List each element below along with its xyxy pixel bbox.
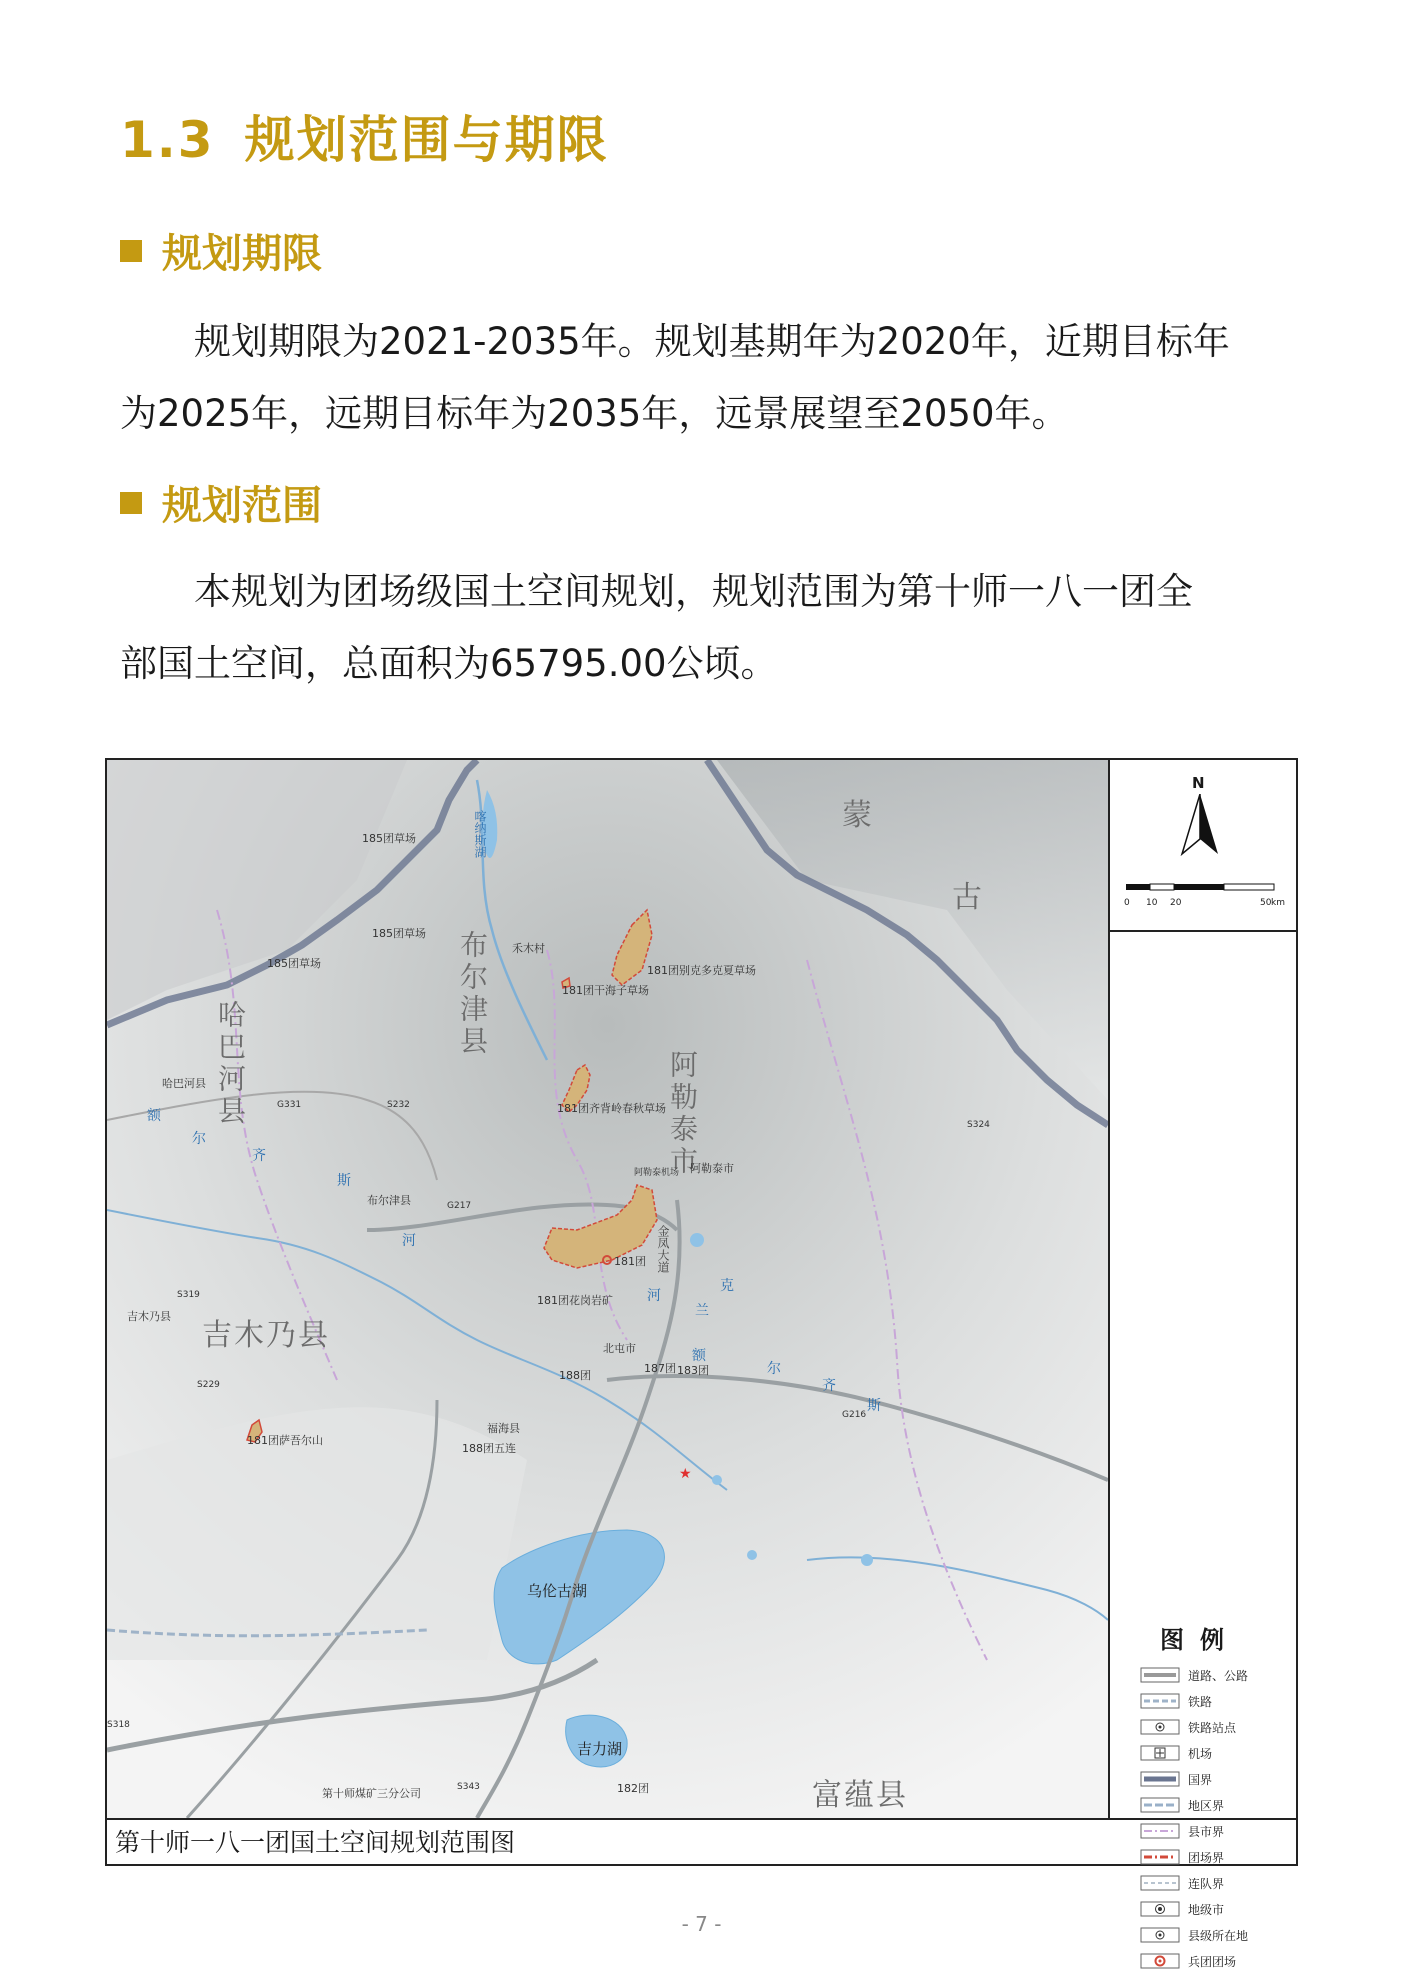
label-s229: S229 xyxy=(197,1380,220,1390)
scope-heading-text: 规划范围 xyxy=(162,483,322,529)
legend-row xyxy=(1140,1662,1248,1688)
heading-bullet-icon xyxy=(120,240,142,262)
legend-label: 县市界 xyxy=(1188,1824,1225,1839)
legend-row xyxy=(1140,1766,1248,1792)
small-lake xyxy=(861,1554,873,1566)
scope-paragraph xyxy=(120,556,1290,700)
label-s343: S343 xyxy=(457,1782,480,1792)
legend-panel xyxy=(1108,930,1296,1969)
planning-map-figure xyxy=(105,758,1298,1969)
label-fuhai-county: 福海县 xyxy=(487,1422,520,1435)
label-t185-b: 185团草场 xyxy=(372,927,426,940)
label-river-h: 河 xyxy=(402,1233,416,1249)
label-g217: G217 xyxy=(447,1201,472,1211)
label-grassland-3: 181团齐背岭春秋草场 xyxy=(557,1102,666,1115)
label-altay-airport: 阿勒泰机场 xyxy=(634,1168,680,1178)
road-symbol-icon xyxy=(1140,1667,1180,1683)
scale-label-50: 50 xyxy=(1260,898,1272,908)
label-t188-5: 188团五连 xyxy=(462,1442,516,1455)
scale-label-km: km xyxy=(1271,898,1285,908)
label-river-s: 斯 xyxy=(337,1173,351,1189)
legend-label: 连队界 xyxy=(1188,1876,1225,1891)
period-line-1: 规划期限为2021-2035年。规划基期年为2020年，近期目标年 xyxy=(194,320,1230,363)
label-t188: 188团 xyxy=(559,1369,591,1382)
legend-row xyxy=(1140,1688,1248,1714)
scale-label-20: 20 xyxy=(1170,898,1182,908)
section-title xyxy=(120,100,609,172)
legend-label: 铁路站点 xyxy=(1188,1720,1237,1735)
label-grassland-2: 181团干海子草场 xyxy=(562,984,649,997)
north-arrow-box xyxy=(1108,760,1296,932)
legend-label: 地区界 xyxy=(1188,1798,1225,1813)
label-jeminay-county: 吉木乃县 xyxy=(202,1318,330,1353)
label-t185-c: 185团草场 xyxy=(267,957,321,970)
label-g216: G216 xyxy=(842,1410,867,1420)
label-fuyun-county: 富蕴县 xyxy=(812,1778,908,1813)
legend-label: 兵团团场 xyxy=(1188,1954,1237,1969)
label-s324: S324 xyxy=(967,1120,990,1130)
legend-label: 国界 xyxy=(1188,1772,1213,1787)
legend-label: 铁路 xyxy=(1188,1694,1213,1709)
label-river-he2: 河 xyxy=(647,1288,661,1304)
scope-line-2: 部国土空间，总面积为65795.00公顷。 xyxy=(120,642,778,685)
section-number: 1.3 xyxy=(120,111,215,169)
map-canvas xyxy=(107,760,1110,1818)
region-border-icon xyxy=(1140,1797,1180,1813)
small-lake xyxy=(712,1475,722,1485)
legend-row xyxy=(1140,1714,1248,1740)
beitun-star-icon: ★ xyxy=(679,1466,692,1482)
label-s232: S232 xyxy=(387,1100,410,1110)
label-altay-city: 阿勒泰市 xyxy=(666,1050,699,1178)
label-habahe-seat: 哈巴河县 xyxy=(162,1077,206,1090)
label-beitun-city: 北屯市 xyxy=(603,1342,636,1355)
legend-label: 团场界 xyxy=(1188,1850,1225,1865)
railway-symbol-icon xyxy=(1140,1693,1180,1709)
label-river-er2: 尔 xyxy=(767,1361,781,1377)
label-habahe-county: 哈巴河县 xyxy=(214,1000,247,1128)
scale-label-10: 10 xyxy=(1146,898,1158,908)
label-sawur: 181团萨吾尔山 xyxy=(247,1434,323,1447)
legend-label: 县级所在地 xyxy=(1188,1928,1249,1943)
label-s319: S319 xyxy=(177,1290,200,1300)
page-number: - 7 - xyxy=(681,1912,722,1936)
label-t185-a: 185团草场 xyxy=(362,832,416,845)
regiment-marker-icon xyxy=(1140,1953,1180,1969)
legend-row xyxy=(1140,1792,1248,1818)
label-t187: 187团 xyxy=(644,1362,676,1375)
label-kanas-lake: 喀纳斯湖 xyxy=(473,810,487,858)
label-mongolia-1: 蒙 xyxy=(842,798,874,833)
label-jeminay-seat: 吉木乃县 xyxy=(127,1310,171,1323)
period-heading-text: 规划期限 xyxy=(162,231,322,277)
scope-heading xyxy=(120,474,322,531)
label-river-r: 尔 xyxy=(192,1131,206,1147)
label-altay-seat: 阿勒泰市 xyxy=(690,1162,734,1175)
legend-row xyxy=(1140,1740,1248,1766)
label-coal-company: 第十师煤矿三分公司 xyxy=(322,1787,421,1800)
company-border-icon xyxy=(1140,1875,1180,1891)
legend-row xyxy=(1140,1948,1248,1974)
small-lake xyxy=(690,1233,704,1247)
scale-label-0: 0 xyxy=(1124,898,1130,908)
north-letter: N xyxy=(1192,774,1205,792)
legend-title: 图例 xyxy=(1160,1626,1240,1654)
heading-bullet-icon xyxy=(120,492,142,514)
scope-line-1: 本规划为团场级国土空间规划，规划范围为第十师一八一团全 xyxy=(194,570,1193,613)
national-border-icon xyxy=(1140,1771,1180,1787)
period-line-2: 为2025年，远期目标年为2035年，远景展望至2050年。 xyxy=(120,392,1069,435)
label-granite-mine: 181团花岗岩矿 xyxy=(537,1294,613,1307)
north-arrow-icon xyxy=(1180,794,1220,856)
airport-icon xyxy=(1140,1745,1180,1761)
label-g331: G331 xyxy=(277,1100,302,1110)
label-mongolia-2: 古 xyxy=(952,880,984,915)
label-hemu-village: 禾木村 xyxy=(512,942,545,955)
period-heading xyxy=(120,222,322,279)
label-grassland-1: 181团别克多克夏草场 xyxy=(647,964,756,977)
label-ulungur-lake: 乌伦古湖 xyxy=(527,1582,588,1600)
label-burqin-county: 布尔津县 xyxy=(456,930,489,1058)
railway-station-icon xyxy=(1140,1719,1180,1735)
label-jinfeng-avenue: 金凤大道 xyxy=(656,1225,670,1273)
legend-label: 机场 xyxy=(1188,1746,1213,1761)
legend-label: 道路、公路 xyxy=(1188,1668,1249,1683)
map-caption: 第十师一八一团国土空间规划范围图 xyxy=(107,1818,1296,1864)
scale-bar-icon xyxy=(1126,882,1276,892)
label-t182: 182团 xyxy=(617,1782,649,1795)
section-title-text: 规划范围与期限 xyxy=(244,111,609,169)
legend-label: 地级市 xyxy=(1188,1902,1225,1917)
label-river-qi2: 齐 xyxy=(822,1378,836,1394)
label-river-ke: 克 xyxy=(720,1278,734,1294)
label-river-lan: 兰 xyxy=(695,1303,709,1319)
label-river-e: 额 xyxy=(147,1108,161,1124)
label-river-q: 齐 xyxy=(252,1148,266,1164)
label-river-e2: 额 xyxy=(692,1348,706,1364)
label-regiment-181: 181团 xyxy=(614,1255,646,1268)
small-lake xyxy=(747,1550,757,1560)
legend-row xyxy=(1140,1870,1248,1896)
label-t183: 183团 xyxy=(677,1364,709,1377)
period-paragraph xyxy=(120,306,1290,450)
label-jili-lake: 吉力湖 xyxy=(577,1740,623,1758)
map-graphics xyxy=(107,760,1108,1818)
label-burqin-seat: 布尔津县 xyxy=(367,1194,411,1207)
label-river-si2: 斯 xyxy=(867,1398,881,1414)
label-s318: S318 xyxy=(107,1720,130,1730)
